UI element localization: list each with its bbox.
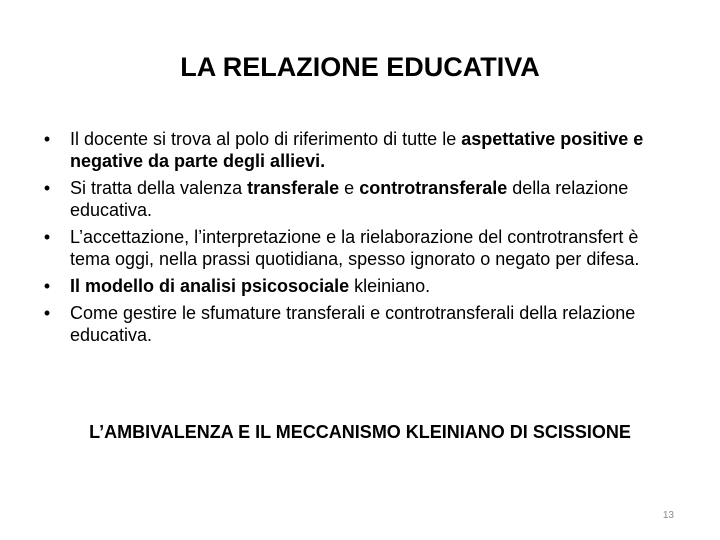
- bullet-text: [70, 178, 628, 220]
- bullet-text-part: Come gestire le sfumature transferali e controtransferali della relazione educativa.: [70, 303, 636, 345]
- bullet-text-part: della relazione educativa.: [70, 178, 629, 220]
- bullet-text-part-bold: controtransferale: [359, 178, 508, 198]
- bullet-dot-icon: •: [43, 303, 51, 323]
- bullet-text: [70, 129, 643, 171]
- bullet-text-part: kleiniano.: [349, 276, 431, 296]
- bullet-item-2: [40, 177, 680, 221]
- bullet-dot-icon: •: [43, 129, 51, 149]
- bullet-item-3: [40, 226, 680, 270]
- bullet-dot-icon: •: [43, 227, 51, 247]
- page-number: 13: [662, 510, 674, 521]
- bullet-text-part: e: [339, 178, 360, 198]
- bullet-text: [70, 227, 639, 269]
- bullet-item-1: [40, 128, 680, 172]
- bullet-text-part-bold: aspettative positive e negative da parte degli allievi.: [70, 129, 644, 171]
- bullet-text-part: Il docente si trova al polo di riferimento di tutte le: [70, 129, 462, 149]
- bullet-text-part: L’accettazione, l’interpretazione e la rielaborazione del controtransfert è tema oggi, nella prassi quotidiana, spesso ignorato o negato per difesa.: [70, 227, 640, 269]
- bullet-dot-icon: •: [43, 178, 51, 198]
- slide-title: LA RELAZIONE EDUCATIVA: [180, 52, 540, 82]
- bullet-text: [70, 303, 635, 345]
- conclusion-heading: L’AMBIVALENZA E IL MECCANISMO KLEINIANO DI SCISSIONE: [89, 422, 631, 442]
- bullet-text-part: Si tratta della valenza: [70, 178, 248, 198]
- bullet-item-5: [40, 302, 680, 346]
- bullet-text: [70, 276, 430, 296]
- bullet-dot-icon: •: [43, 276, 51, 296]
- bullet-text-part-bold: Il modello di analisi psicosociale: [70, 276, 350, 296]
- bullet-item-4: [40, 275, 680, 297]
- bullet-text-part-bold: transferale: [247, 178, 340, 198]
- bullet-list: [40, 128, 680, 351]
